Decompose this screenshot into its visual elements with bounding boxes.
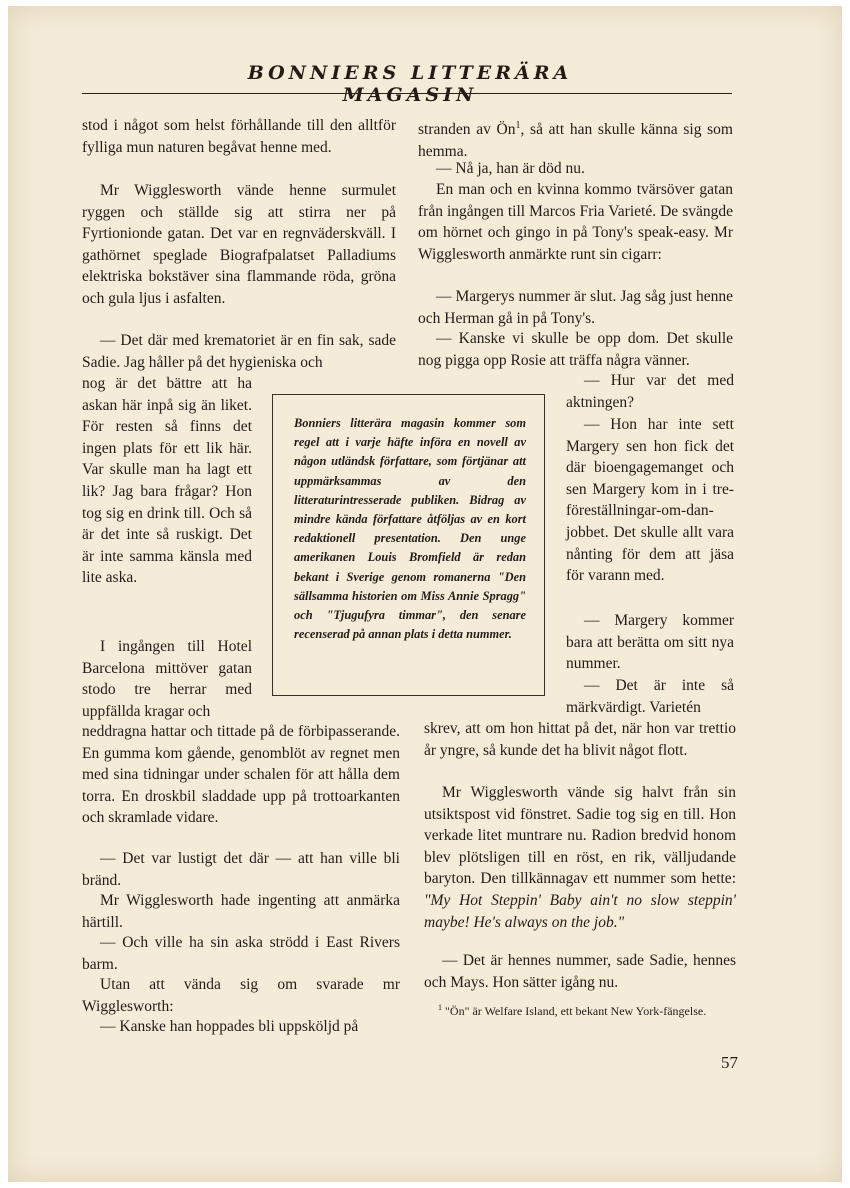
editorial-note: Bonniers litterära magasin kommer som regel att i varje häfte införa en novell av någon utländsk författare, som förtjänar att uppmärksammas av den litteraturintresserade publiken. Bidrag av mindre kända författare åtföljas av en kort redaktionell presentation. Den unge amerikanen Louis Bromfield är redan bekant i Sverige genom romanerna "Den sällsamma historien om Miss Annie Spragg" och "Tjugufyra timmar", den senare recenserad på annan plats i detta nummer.	[294, 416, 526, 642]
left-paragraph-3-continued: nog är det bättre att ha askan här inpå sig än liket. För resten så finns det ingen plats för ett lik här. Var skulle man ha lagt ett lik? Jag bara frågar? Hon tog sig en drink till. Och så är det inte så ruskigt. Det är inte samma känsla med lite aska.	[82, 375, 252, 587]
right-paragraph-3: En man och en kvinna kommo tvärsöver gatan från ingången till Marcos Fria Varieté. De svängde om hörnet och gingo in på Tony's speak-easy. Mr Wigglesworth anmärkte runt sin cigarr:	[418, 181, 733, 263]
header-rule	[82, 93, 732, 94]
right-paragraph-7: — Hon har inte sett Margery sen hon fick det där bioengagemanget och sen Margery kom in i tre-föreställningar-om-dan-jobbet. Det skulle allt vara nånting för dem att jäsa för varann med.	[566, 416, 734, 585]
right-paragraph-1-end: , så att han skulle känna sig som hemma.	[418, 121, 733, 160]
left-paragraph-2: Mr Wigglesworth vände henne surmulet ryggen och ställde sig att stirra ner på Fyrtionionde gatan. Det var en regnväderskväll. I gathörnet speglade Biografpalatset Palladiums elektriska bokstäver sina flammande röda, gröna och gula ljus i asfalten.	[82, 182, 396, 307]
left-paragraph-4: I ingången till Hotel Barcelona mittöver gatan stodo tre herrar med uppfällda kragar och	[82, 638, 252, 720]
left-paragraph-3: — Det där med krematoriet är en fin sak, sade Sadie. Jag håller på det hygieniska och	[82, 332, 396, 371]
left-paragraph-9: — Kanske han hoppades bli uppsköljd på	[100, 1018, 359, 1035]
right-paragraph-9-continued: skrev, att om hon hittat på det, när hon var trettio år yngre, så kunde det ha blivit något flott.	[424, 720, 736, 759]
left-paragraph-7: — Och ville ha sin aska strödd i East Rivers barm.	[82, 934, 400, 973]
right-paragraph-4: — Margerys nummer är slut. Jag såg just henne och Herman gå in på Tony's.	[418, 288, 733, 327]
page-number: 57	[721, 1053, 738, 1072]
right-paragraph-9: — Det är inte så märkvärdigt. Varietén	[566, 677, 734, 716]
footnote-text: "Ön" är Welfare Island, ett bekant New York-fängelse.	[445, 1004, 707, 1018]
right-paragraph-10	[424, 782, 736, 933]
footnote-reference: 1	[515, 120, 521, 131]
right-paragraph-6: — Hur var det med aktningen?	[566, 372, 734, 411]
song-title: "My Hot Steppin' Baby ain't no slow steppin' maybe! He's always on the job."	[424, 891, 736, 931]
right-paragraph-1-start: stranden av Ön	[418, 121, 516, 139]
right-paragraph-11: — Det är hennes nummer, sade Sadie, hennes och Mays. Hon sätter igång nu.	[424, 952, 736, 991]
right-paragraph-5: — Kanske vi skulle be opp dom. Det skulle nog pigga opp Rosie att träffa några vänner.	[418, 330, 733, 369]
left-paragraph-4-continued: neddragna hattar och tittade på de förbipasserande. En gumma kom gående, genomblöt av regnet men med sina tidningar under schalen för att hålla dem torra. En droskbil sladdade upp på trottoarkanten och skramlade vidare.	[82, 723, 400, 827]
left-paragraph-8: Utan att vända sig om svarade mr Wigglesworth:	[82, 976, 400, 1015]
footnote-mark: 1	[438, 1003, 442, 1012]
right-paragraph-2: — Nå ja, han är död nu.	[436, 160, 585, 177]
left-paragraph-1: stod i något som helst förhållande till den alltför fylliga mun naturen begåvat henne med.	[82, 117, 396, 156]
right-paragraph-1	[418, 115, 733, 162]
left-paragraph-6: Mr Wigglesworth hade ingenting att anmärka härtill.	[82, 892, 400, 931]
right-paragraph-8: — Margery kommer bara att berätta om sitt nya nummer.	[566, 612, 734, 673]
magazine-header: BONNIERS LITTERÄRA MAGASIN	[247, 62, 573, 106]
right-paragraph-10-text: Mr Wigglesworth vände sig halvt från sin utsiktspost vid fönstret. Sadie tog sig en till. Hon verkade litet muntrare nu. Radion bredvid honom blev plötsligen till en röst, en rik, välljudande baryton. Den tillkännagav ett nummer som hette:	[424, 784, 736, 888]
left-paragraph-5: — Det var lustigt det där — att han ville bli bränd.	[82, 850, 400, 889]
footnote	[424, 999, 738, 1020]
